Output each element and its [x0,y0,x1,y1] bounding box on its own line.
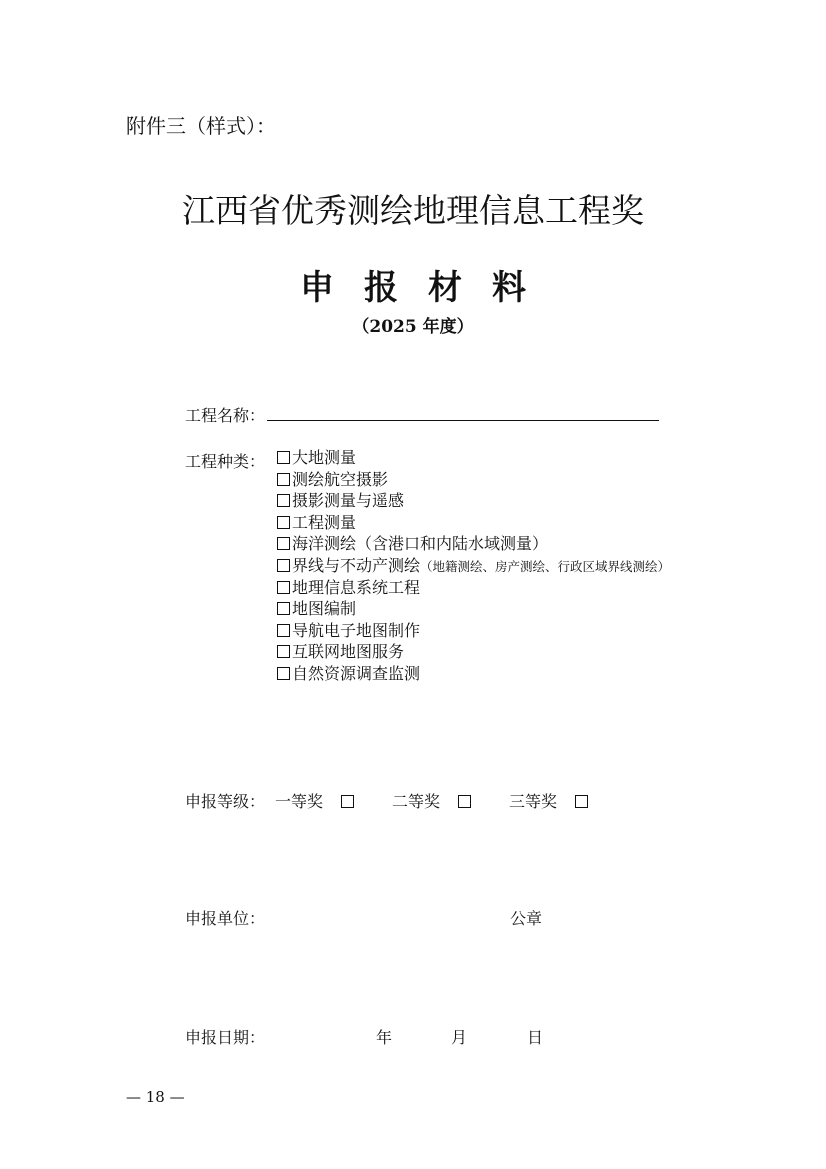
grade-text: 一等奖 [275,792,324,811]
project-type-option[interactable] [277,533,670,555]
project-type-option[interactable] [277,469,670,491]
project-type-option[interactable] [277,598,670,620]
option-label: 地图编制 [292,599,357,619]
subtitle-char: 报 [364,268,398,308]
project-type-option[interactable] [277,663,670,685]
project-type-label: 工程种类： [185,452,266,471]
checkbox[interactable] [277,645,290,658]
attachment-label: 附件三（样式）： [126,114,276,138]
subtitle-char: 料 [492,268,526,308]
project-name-field[interactable] [267,420,659,421]
document-title: 江西省优秀测绘地理信息工程奖 [182,191,644,230]
checkbox[interactable] [458,795,471,808]
option-label: 测绘航空摄影 [292,469,389,489]
date-year: 年 [376,1028,393,1047]
grade-option-first[interactable] [275,789,354,812]
checkbox[interactable] [277,537,290,550]
option-label: 地理信息系统工程 [292,577,421,597]
checkbox[interactable] [277,451,290,464]
grade-label: 申报等级： [185,792,266,811]
checkbox[interactable] [277,559,290,572]
option-label: 海洋测绘（含港口和内陆水域测量） [292,534,549,554]
option-label: 工程测量 [292,512,357,532]
unit-label: 申报单位： [185,909,266,928]
date-month: 月 [451,1028,468,1047]
date-label: 申报日期： [185,1028,266,1047]
subtitle-char: 材 [428,268,462,308]
checkbox[interactable] [277,473,290,486]
page-number: — 18 — [126,1088,185,1106]
checkbox[interactable] [575,795,588,808]
project-type-option[interactable] [277,577,670,599]
checkbox[interactable] [277,581,290,594]
checkbox[interactable] [277,624,290,637]
project-type-option[interactable] [277,490,670,512]
date-day: 日 [527,1028,544,1047]
checkbox[interactable] [277,667,290,680]
option-label: 互联网地图服务 [292,642,405,662]
project-type-option[interactable] [277,555,670,577]
grade-text: 三等奖 [509,792,558,811]
option-label: 大地测量 [292,448,357,467]
grade-text: 二等奖 [392,792,441,811]
subtitle-char: 申 [300,268,334,308]
option-label: 导航电子地图制作 [292,620,421,640]
checkbox[interactable] [341,795,354,808]
checkbox[interactable] [277,494,290,507]
document-subtitle [0,260,826,309]
year-note: （2025 年度） [352,317,474,337]
project-type-list [277,447,670,685]
option-note: （地籍测绘、房产测绘、行政区域界线测绘） [420,558,671,574]
project-type-option[interactable] [277,641,670,663]
seal-label: 公章 [510,909,543,928]
checkbox[interactable] [277,602,290,615]
option-label: 摄影测量与遥感 [292,491,405,511]
checkbox[interactable] [277,516,290,529]
project-type-option[interactable] [277,447,670,469]
option-label: 自然资源调查监测 [292,663,421,683]
project-type-option[interactable] [277,512,670,534]
option-label: 界线与不动产测绘 [292,555,421,575]
project-name-label: 工程名称： [185,406,266,425]
project-type-option[interactable] [277,620,670,642]
grade-option-third[interactable] [509,789,588,812]
grade-option-second[interactable] [392,789,471,812]
